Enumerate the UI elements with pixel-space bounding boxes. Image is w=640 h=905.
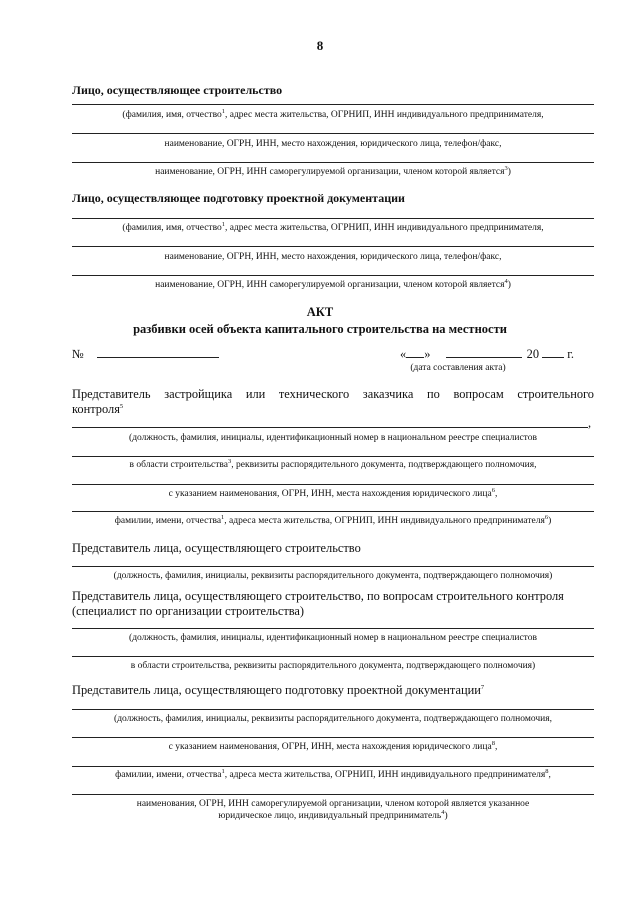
designer-line-2[interactable]	[72, 246, 594, 247]
builder-caption-1: (фамилия, имя, отчество$^1$, адрес места жительства, ОГРНИП, ИНН индивидуального предпринимателя,	[122, 107, 544, 120]
rep-customer-caption-4: фамилии, имени, отчества$^1$, адреса места жительства, ОГРНИП, ИНН индивидуального предпринимателя$^6$)	[114, 513, 552, 526]
rep-builder-control-caption-2: в области строительства, реквизиты распорядительного документа, подтверждающего полномочия)	[130, 661, 536, 671]
builder-line-2[interactable]	[72, 133, 594, 134]
rep-designer-line-4[interactable]	[72, 794, 594, 795]
rep-designer-line-3[interactable]	[72, 766, 594, 767]
rep-customer-comma: ,	[588, 416, 592, 430]
rep-customer-caption-2: в области строительства$^3$, реквизиты распорядительного документа, подтверждающего полномочия,	[129, 457, 537, 470]
designer-caption-2: наименование, ОГРН, ИНН, место нахождения, юридического лица, телефон/факс,	[164, 252, 502, 262]
date-day-field[interactable]	[406, 346, 424, 358]
page-number: 8	[316, 38, 324, 53]
rep-customer-caption-1: (должность, фамилия, инициалы, идентификационный номер в национальном реестре специалистов	[129, 433, 537, 443]
act-number-row	[72, 346, 219, 362]
rep-builder-line-1[interactable]	[72, 566, 594, 567]
builder-heading: Лицо, осуществляющее строительство	[72, 83, 283, 97]
designer-caption-3: наименование, ОГРН, ИНН саморегулируемой организации, членом которой является$^4$)	[155, 277, 511, 290]
rep-designer-line-2[interactable]	[72, 737, 594, 738]
rep-builder-caption-1: (должность, фамилия, инициалы, реквизиты распорядительного документа, подтверждающего полномочия)	[113, 571, 553, 581]
rep-designer-caption-4: наименования, ОГРН, ИНН саморегулируемой организации, членом которой является указанное	[136, 799, 530, 809]
rep-customer-text: Представитель застройщика или технического заказчика по вопросам строительного	[72, 387, 594, 401]
builder-line-1[interactable]	[72, 104, 594, 105]
rep-builder-control-text2: (специалист по организации строительства)	[72, 604, 305, 618]
designer-line-1[interactable]	[72, 218, 594, 219]
rep-customer-line-3[interactable]	[72, 484, 594, 485]
rep-designer-caption-3: фамилии, имени, отчества$^1$, адреса места жительства, ОГРНИП, ИНН индивидуального предпринимателя$^8$,	[115, 767, 551, 780]
designer-heading: Лицо, осуществляющее подготовку проектной документации	[72, 191, 405, 205]
rep-customer-line-1[interactable]	[72, 427, 588, 428]
builder-caption-3: наименование, ОГРН, ИНН саморегулируемой организации, членом которой является$^3$)	[155, 164, 511, 177]
rep-customer-text2: контроля$^5$	[72, 402, 124, 416]
date-year-field[interactable]	[542, 346, 564, 358]
designer-caption-1: (фамилия, имя, отчество$^1$, адрес места жительства, ОГРНИП, ИНН индивидуального предпринимателя,	[122, 220, 544, 233]
rep-designer-line-1[interactable]	[72, 709, 594, 710]
rep-builder-control-line-1[interactable]	[72, 628, 594, 629]
rep-builder-control-caption-1: (должность, фамилия, инициалы, идентификационный номер в национальном реестре специалистов	[129, 633, 537, 643]
rep-builder-control-text: Представитель лица, осуществляющего строительство, по вопросам строительного контроля	[72, 589, 564, 603]
rep-designer-caption-2: с указанием наименования, ОГРН, ИНН, места нахождения юридического лица$^8$,	[168, 739, 498, 752]
date-month-field[interactable]	[446, 346, 522, 358]
date-caption: (дата составления акта)	[410, 363, 506, 373]
act-number-field[interactable]	[97, 346, 219, 358]
builder-caption-2: наименование, ОГРН, ИНН, место нахождения, юридического лица, телефон/факс,	[164, 139, 502, 149]
rep-builder-text: Представитель лица, осуществляющего строительство	[72, 541, 361, 555]
rep-designer-caption-5: юридическое лицо, индивидуальный предприниматель$^4$)	[218, 808, 448, 821]
designer-line-3[interactable]	[72, 275, 594, 276]
rep-customer-line-4[interactable]	[72, 511, 594, 512]
number-label: №	[72, 347, 84, 361]
act-title: АКТ	[306, 305, 334, 319]
rep-customer-caption-3: с указанием наименования, ОГРН, ИНН, места нахождения юридического лица$^6$,	[168, 486, 498, 499]
act-subtitle: разбивки осей объекта капитального строительства на местности	[133, 322, 507, 336]
rep-builder-control-line-2[interactable]	[72, 656, 594, 657]
builder-line-3[interactable]	[72, 162, 594, 163]
act-date-row: « » 20 г.	[400, 347, 575, 361]
rep-designer-caption-1: (должность, фамилия, инициалы, реквизиты распорядительного документа, подтверждающего полномочия,	[114, 714, 552, 724]
rep-designer-text: Представитель лица, осуществляющего подготовку проектной документации$^7$	[72, 683, 485, 697]
rep-customer-line-2[interactable]	[72, 456, 594, 457]
